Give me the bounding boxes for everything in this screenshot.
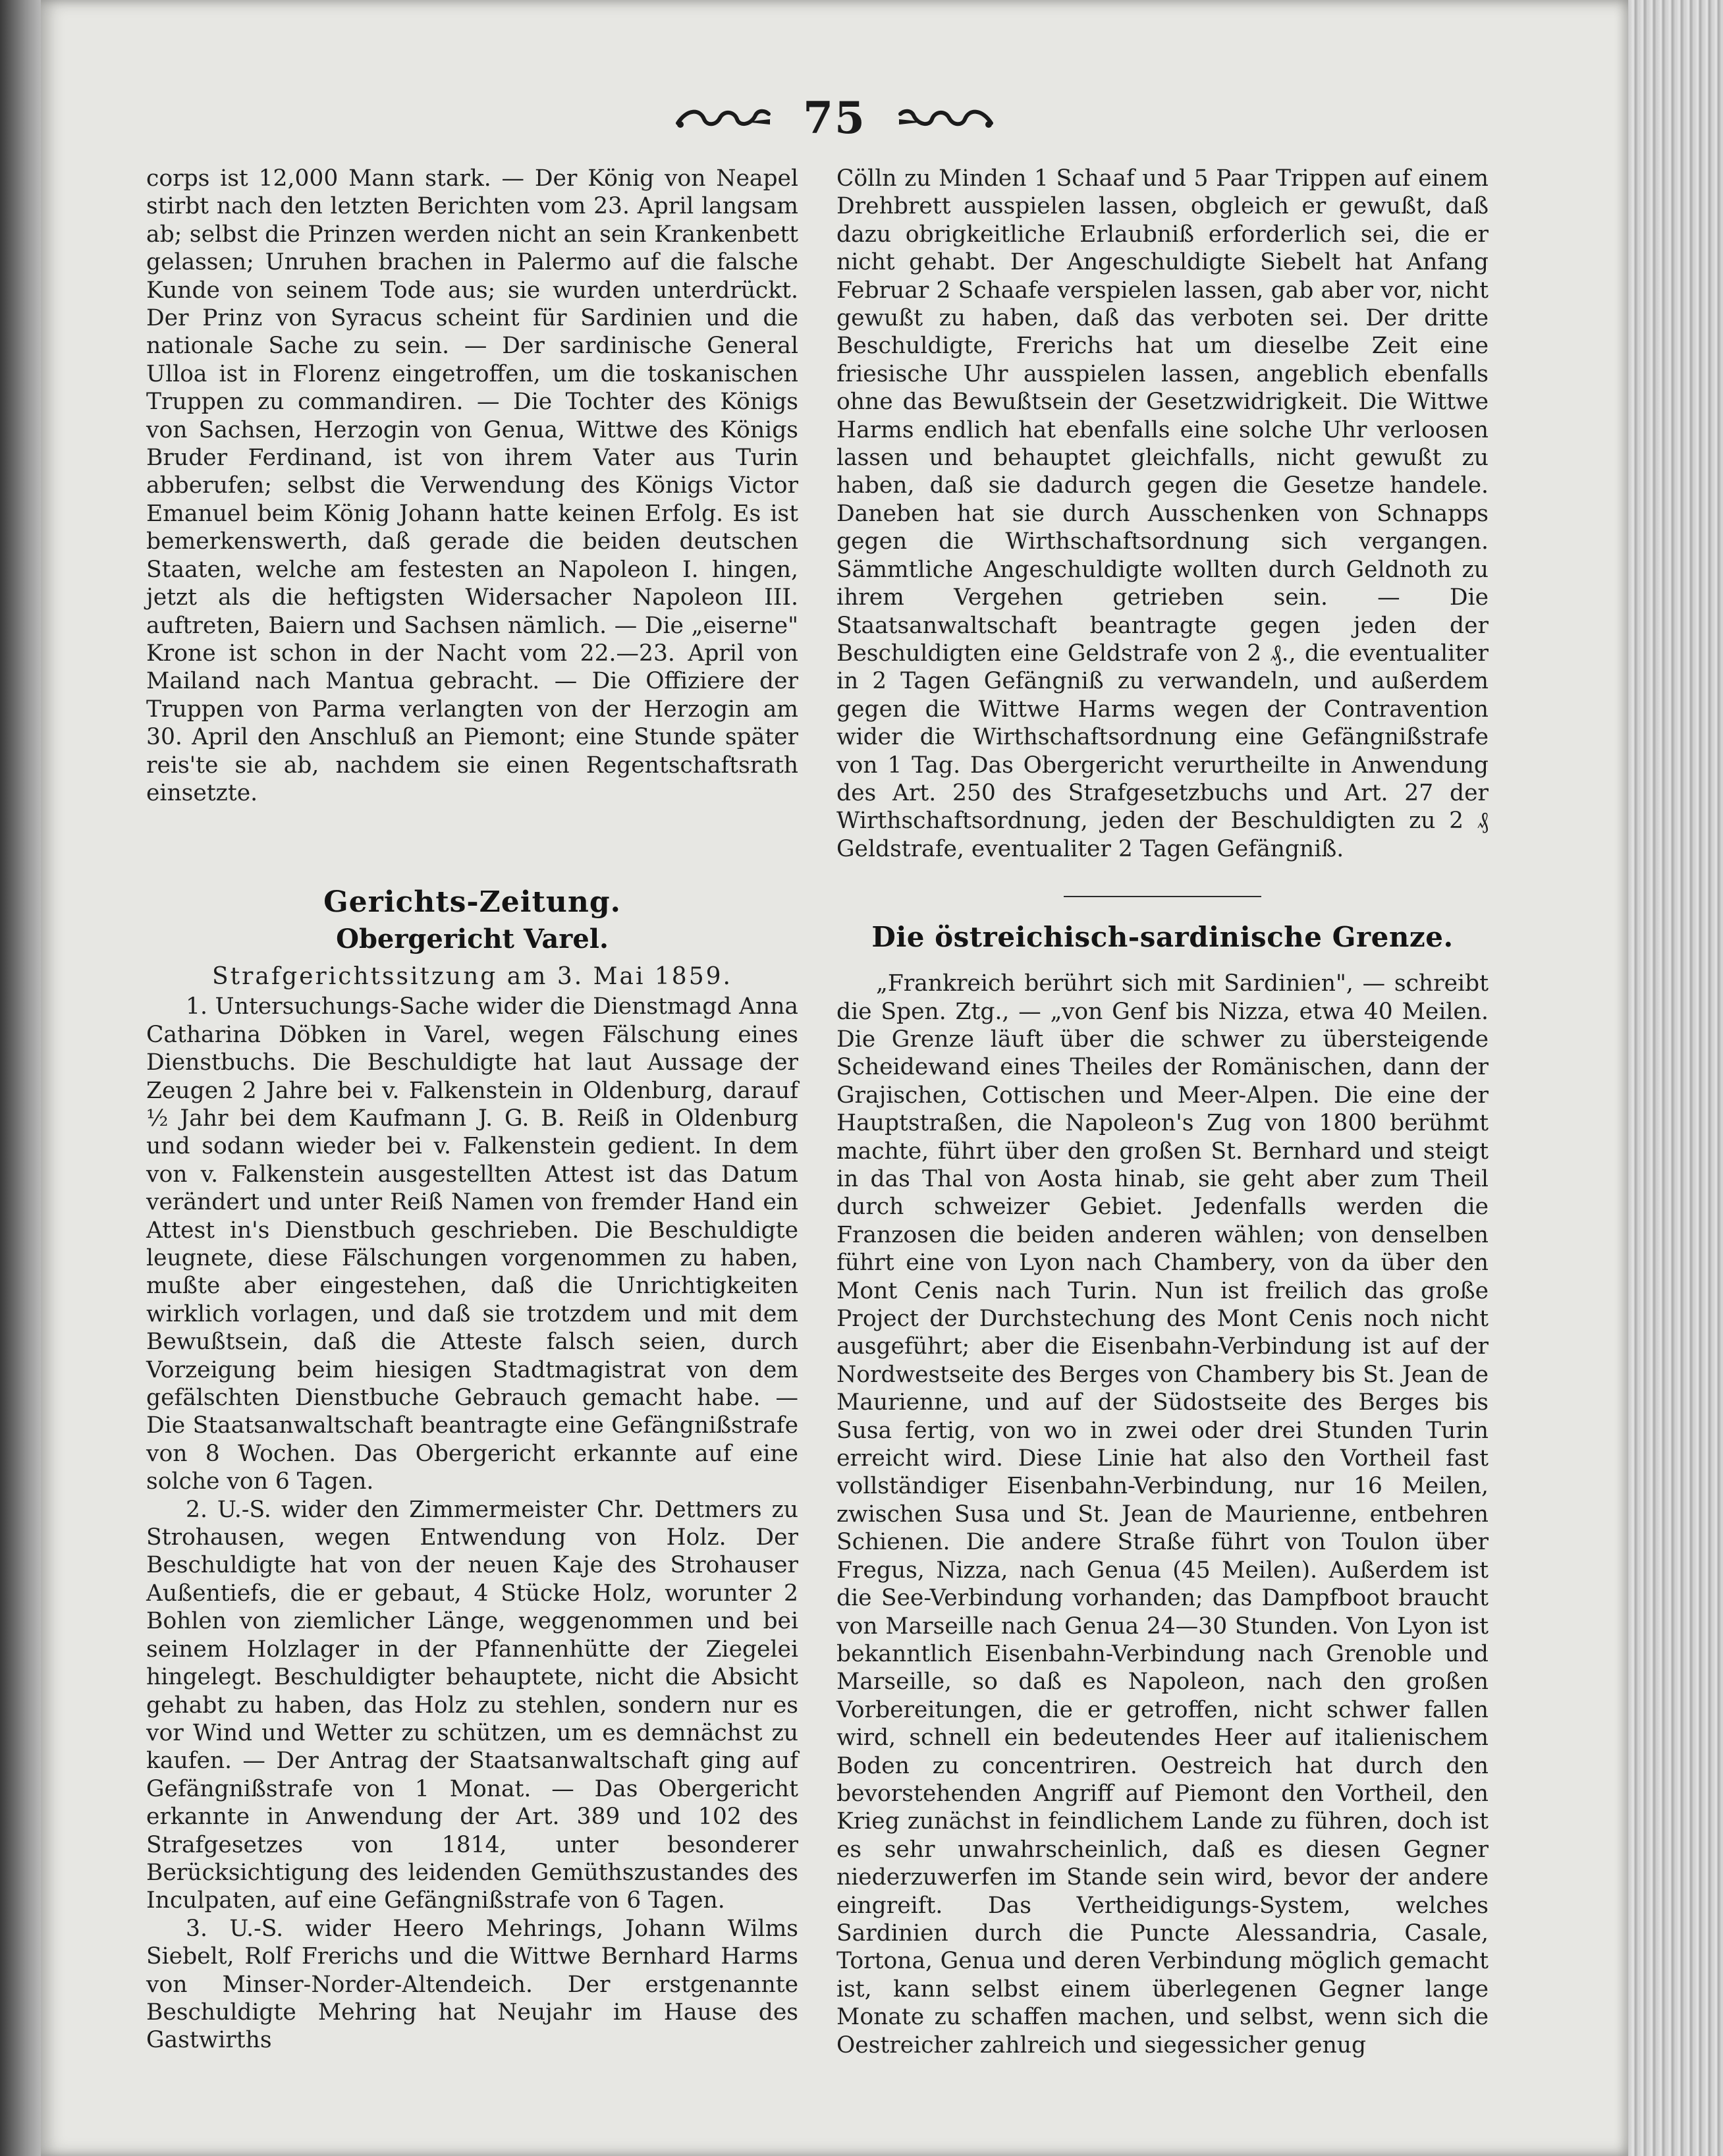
article-title: Die östreichisch-sardinische Grenze. [871,921,1454,954]
case-paragraph-3-continued: Cölln zu Minden 1 Schaaf und 5 Paar Trippen auf einem Drehbrett ausspielen lassen, obgleich er gewußt, daß dazu obrigkeitliche Erlaubniß erforderlich sei, die er nicht gehabt. Der Angeschuldigte Siebelt hat Anfang Februar 2 Schaafe verspielen lassen, gab aber vor, nicht gewußt zu haben, daß das verboten sei. Der dritte Beschuldigte, Frerichs hat um dieselbe Zeit eine friesische Uhr ausspielen lassen, angeblich ebenfalls ohne das Bewußtsein der Gesetzwidrigkeit. Die Wittwe Harms endlich hat ebenfalls eine solche Uhr verloosen lassen und behauptet gleichfalls, nicht gewußt zu haben, daß sie dadurch gegen die Gesetze handele. Daneben hat sie durch Ausschenken von Schnapps gegen die Wirthschaftsordnung sich vergangen. Sämmtliche Angeschuldigte wollten durch Geldnoth zu ihrem Vergehen getrieben sein. — Die Staatsanwaltschaft beantragte gegen jeden der Beschuldigten eine Geldstrafe von 2 ₰., die eventualiter in 2 Tagen Gefängniß zu verwandeln, und außerdem gegen die Wittwe Harms wegen der Contravention wider die Wirthschaftsordnung eine Gefängnißstrafe von 1 Tag. Das Obergericht verurtheilte in Anwendung des Art. 250 des Strafgesetzbuchs und Art. 27 der Wirthschaftsordnung, jeden der Beschuldigten zu 2 ₰ Geldstrafe, eventualiter 2 Tagen Gefängniß. [836,165,1489,862]
case-paragraph-1: 1. Untersuchungs-Sache wider die Dienstmagd Anna Catharina Döbken in Varel, wegen Fälschung eines Dienstbuchs. Die Beschuldigte hat laut Aussage der Zeugen 2 Jahre bei v. Falkenstein in Oldenburg, darauf ½ Jahr bei dem Kaufmann J. G. B. Reiß in Oldenburg und sodann wieder bei v. Falkenstein gedient. In dem von v. Falkenstein ausgestellten Attest ist das Datum verändert und unter Reiß Namen von fremder Hand ein Attest in's Dienstbuch geschrieben. Die Beschuldigte leugnete, diese Fälschungen vorgenommen zu haben, mußte aber eingestehen, daß die Unrichtigkeiten wirklich vorlagen, und daß sie trotzdem und mit dem Bewußtsein, daß die Atteste falsch seien, durch Vorzeigung beim hiesigen Stadtmagistrat von dem gefälschten Dienstbuche Gebrauch gemacht habe. — Die Staatsanwaltschaft beantragte eine Gefängnißstrafe von 8 Wochen. Das Obergericht erkannte auf eine solche von 6 Tagen. [146,993,798,1495]
court-title: Obergericht Varel. [336,924,609,955]
section-title: Gerichts-Zeitung. [323,885,621,920]
left-column [146,165,798,2055]
political-news-paragraph: corps ist 12,000 Mann stark. — Der König von Neapel stirbt nach den letzten Berichten vom 23. April langsam ab; selbst die Prinzen werden nicht an sein Krankenbett gelassen; Unruhen brachen in Palermo auf die falsche Kunde von seinem Tode aus; sie wurden unterdrückt. Der Prinz von Syracus scheint für Sardinien und die nationale Sache zu sein. — Der sardinische General Ulloa ist in Florenz eingetroffen, um die toskanischen Truppen zu commandiren. — Die Tochter des Königs von Sachsen, Herzogin von Genua, Wittwe des Königs Bruder Ferdinand, ist von ihrem Vater aus Turin abberufen; selbst die Verwendung des Königs Victor Emanuel beim König Johann hatte keinen Erfolg. Es ist bemerkenswerth, daß gerade die beiden deutschen Staaten, welche am festesten an Napoleon I. hingen, jetzt als die heftigsten Widersacher Napoleon III. auftreten, Baiern und Sachsen nämlich. — Die „eiserne" Krone ist schon in der Nacht vom 22.—23. April von Mailand nach Mantua gebracht. — Die Offiziere der Truppen von Parma verlangten von der Herzogin am 30. April den Anschluß an Piemont; eine Stunde später reis'te sie ab, nachdem sie einen Regentschaftsrath einsetzte. [146,165,798,806]
section-divider [1064,896,1261,897]
article-body: „Frankreich berührt sich mit Sardinien", — schreibt die Spen. Ztg., — „von Genf bis Nizza, etwa 40 Meilen. Die Grenze läuft über die schwer zu übersteigende Scheidewand eines Theiles der Romänischen, dann der Grajischen, Cottischen und Meer-Alpen. Die eine der Hauptstraßen, die Napoleon's Zug von 1800 berühmt machte, führt über den großen St. Bernhard und steigt in das Thal von Aosta hinab, sie geht aber zum Theil durch schweizer Gebiet. Jedenfalls werden die Franzosen die beiden anderen wählen; von denselben führt eine von Lyon nach Chambery, von da über den Mont Cenis nach Turin. Nun ist freilich das große Project der Durchstechung des Mont Cenis noch nicht ausgeführt; aber die Eisenbahn-Verbindung ist auf der Nordwestseite des Berges von Chambery bis St. Jean de Maurienne, und auf der Südostseite des Berges bis Susa fertig, von wo in zwei oder drei Stunden Turin erreicht wird. Diese Linie hat also den Vortheil fast vollständiger Eisenbahn-Verbindung, nur 16 Meilen, zwischen Susa und St. Jean de Maurienne, entbehren Schienen. Die andere Straße führt von Toulon über Fregus, Nizza, nach Genua (45 Meilen). Außerdem ist die See-Verbindung vorhanden; das Dampfboot braucht von Marseille nach Genua 24—30 Stunden. Von Lyon ist bekanntlich Eisenbahn-Verbindung nach Grenoble und Marseille, so daß es Napoleon, nach den großen Vorbereitungen, die er getroffen, nicht schwer fallen wird, schnell ein bedeutendes Heer auf italienischem Boden zu concentriren. Oestreich hat durch den bevorstehenden Angriff auf Piemont den Vortheil, den Krieg zunächst in feindlichem Lande zu führen, doch ist es sehr unwahrscheinlich, daß es diesen Gegner niederzuwerfen im Stande sein wird, bevor der andere eingreift. Das Vertheidigungs-System, welches Sardinien durch die Puncte Alessandria, Casale, Tortona, Genua und deren Verbindung möglich gemacht ist, kann selbst einem überlegenen Gegner lange Monate zu schaffen machen, und selbst, wenn sich die Oestreicher zahlreich und siegessicher genug [836,970,1489,2059]
session-title: Strafgerichtssitzung am 3. Mai 1859. [212,963,732,991]
right-column [836,165,1489,2059]
right-scroll-ornament-icon [896,105,995,131]
left-scroll-ornament-icon [674,105,773,131]
case-paragraph-3-start: 3. U.-S. wider Heero Mehrings, Johann Wilms Siebelt, Rolf Frerichs und die Wittwe Bernhard Harms von Minser-Norder-Altendeich. Der erstgenannte Beschuldigte Mehring hat Neujahr im Hause des Gastwirths [146,1915,798,2054]
page-number: 75 [803,92,866,144]
book-spine-shadow [0,0,46,2156]
page-header [41,92,1628,144]
newspaper-page [41,0,1628,2156]
case-paragraph-2: 2. U.-S. wider den Zimmermeister Chr. Dettmers zu Strohausen, wegen Entwendung von Holz. Der Beschuldigte hat von der neuen Kaje des Strohauser Außentiefs, die er gebaut, 4 Stücke Holz, worunter 2 Bohlen von ziemlicher Länge, weggenommen und bei seinem Holzlager in der Pfannenhütte der Ziegelei hingelegt. Beschuldigter behauptete, nicht die Absicht gehabt zu haben, das Holz zu stehlen, sondern nur es vor Wind und Wetter zu schützen, um es demnächst zu kaufen. — Der Antrag der Staatsanwaltschaft ging auf Gefängnißstrafe von 1 Monat. — Das Obergericht erkannte in Anwendung der Art. 389 und 102 des Strafgesetzes von 1814, unter besonderer Berücksichtigung des leidenden Gemüthszustandes des Inculpaten, auf eine Gefängnißstrafe von 6 Tagen. [146,1496,798,1914]
